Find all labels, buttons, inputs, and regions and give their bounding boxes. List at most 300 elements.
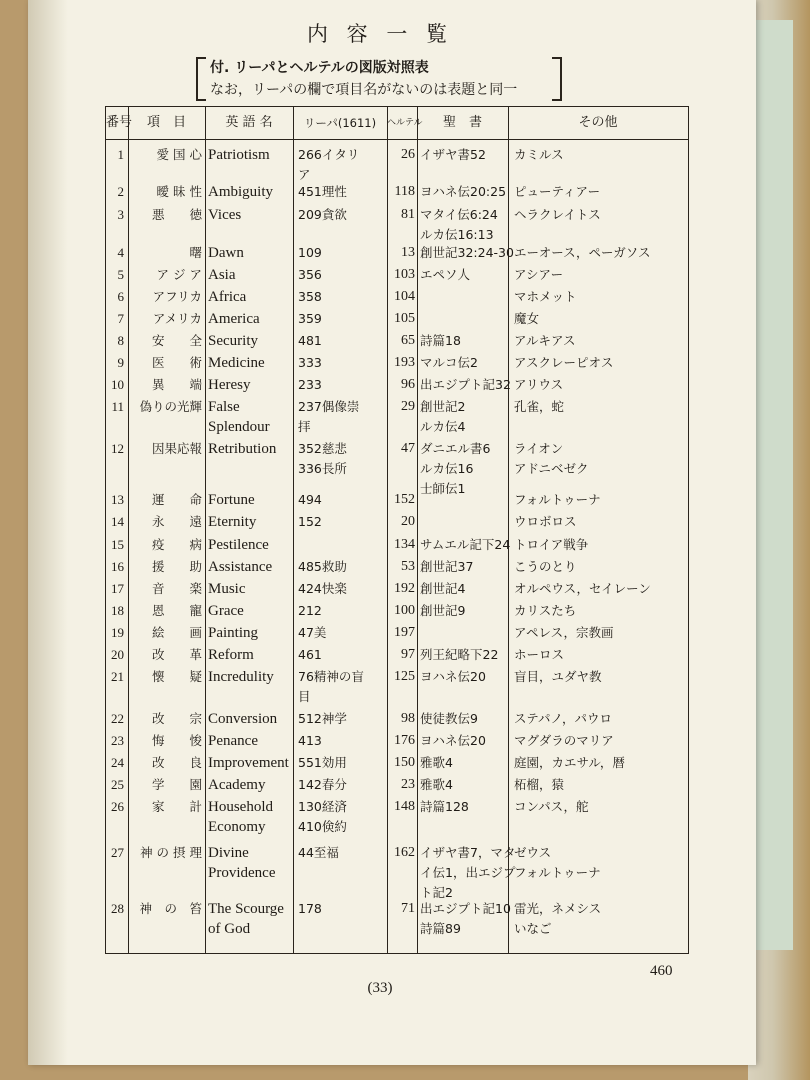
other-line: エーオース，ペーガソス bbox=[514, 245, 651, 260]
bible-line: ヨハネ伝20 bbox=[420, 669, 486, 684]
other-line: 孔雀，蛇 bbox=[514, 399, 565, 414]
row-bible bbox=[420, 557, 473, 577]
row-item: 絵 画 bbox=[151, 625, 202, 640]
bible-line: ト記2 bbox=[420, 885, 453, 900]
en-line: Incredulity bbox=[208, 669, 274, 685]
row-bible bbox=[420, 797, 469, 817]
row-number: 14 bbox=[111, 514, 124, 529]
row-ripa bbox=[298, 797, 347, 837]
row-hertel: 26 bbox=[401, 147, 415, 162]
row-ripa bbox=[298, 623, 326, 643]
en-line: Dawn bbox=[208, 245, 244, 261]
other-line: 柘榴，猿 bbox=[514, 777, 565, 792]
ripa-line: 109 bbox=[298, 245, 322, 260]
bible-line: ダニエル書6 bbox=[420, 441, 491, 456]
table-note bbox=[196, 57, 562, 99]
row-item: 改 宗 bbox=[151, 711, 202, 726]
row-ripa bbox=[298, 145, 359, 185]
row-english-name bbox=[208, 397, 270, 437]
row-hertel: 162 bbox=[394, 845, 415, 860]
row-english-name bbox=[208, 557, 272, 577]
en-line: Splendour bbox=[208, 419, 270, 435]
row-ripa bbox=[298, 843, 339, 863]
en-line: Security bbox=[208, 333, 258, 349]
column-divider bbox=[508, 107, 509, 953]
row-english-name bbox=[208, 265, 236, 285]
other-line: カリスたち bbox=[514, 603, 577, 618]
other-line: アリウス bbox=[514, 377, 564, 392]
row-bible bbox=[420, 375, 511, 395]
row-other bbox=[514, 265, 563, 285]
row-item: 異 端 bbox=[151, 377, 202, 392]
note-heading: 付. リーパとヘルテルの図版対照表 bbox=[210, 60, 429, 76]
row-number: 21 bbox=[111, 669, 124, 684]
row-other bbox=[514, 775, 564, 795]
row-item: 神 の 摂 理 bbox=[140, 845, 202, 860]
row-ripa bbox=[298, 667, 364, 707]
ripa-line: 233 bbox=[298, 377, 322, 392]
ripa-line: 76精神の盲 bbox=[298, 669, 364, 684]
row-english-name bbox=[208, 243, 244, 263]
row-hertel: 134 bbox=[394, 537, 415, 552]
row-hertel: 148 bbox=[394, 799, 415, 814]
row-number: 11 bbox=[111, 399, 124, 414]
ripa-line: 目 bbox=[298, 689, 311, 704]
row-item: 永 遠 bbox=[151, 514, 202, 529]
row-number: 4 bbox=[117, 245, 124, 260]
row-ripa bbox=[298, 375, 322, 395]
row-other bbox=[514, 205, 601, 225]
en-line: Music bbox=[208, 581, 246, 597]
row-other bbox=[514, 182, 600, 202]
row-item: アメリカ bbox=[152, 311, 202, 326]
row-item: 疫 病 bbox=[151, 537, 202, 552]
bible-line: 雅歌4 bbox=[420, 777, 453, 792]
en-line: Divine bbox=[208, 845, 249, 861]
row-english-name bbox=[208, 667, 274, 687]
row-bible bbox=[420, 331, 461, 351]
row-other bbox=[514, 439, 589, 479]
other-line: アドニベゼク bbox=[514, 461, 589, 476]
bible-line: マタイ伝6:24 bbox=[420, 207, 498, 222]
header-ripa: リーパ(1611) bbox=[303, 116, 377, 130]
other-line: オルペウス，セイレーン bbox=[514, 581, 651, 596]
row-bible bbox=[420, 645, 498, 665]
row-hertel: 125 bbox=[394, 669, 415, 684]
bible-line: 士師伝1 bbox=[420, 481, 466, 496]
bible-line: ルカ伝16 bbox=[420, 461, 474, 476]
bible-line: ヨハネ伝20:25 bbox=[420, 184, 507, 199]
row-number: 15 bbox=[111, 537, 124, 552]
en-line: of God bbox=[208, 921, 251, 937]
row-hertel: 65 bbox=[401, 333, 415, 348]
other-line: フォルトゥーナ bbox=[514, 865, 601, 880]
row-english-name bbox=[208, 439, 276, 459]
row-english-name bbox=[208, 645, 254, 665]
row-bible bbox=[420, 265, 470, 285]
bible-line: イザヤ書7，マタ bbox=[420, 845, 516, 860]
row-other bbox=[514, 243, 651, 263]
row-hertel: 23 bbox=[401, 777, 415, 792]
ripa-line: ア bbox=[298, 167, 311, 182]
ripa-line: 333 bbox=[298, 355, 322, 370]
row-hertel: 193 bbox=[394, 355, 415, 370]
row-number: 16 bbox=[111, 559, 124, 574]
row-ripa bbox=[298, 353, 322, 373]
ripa-line: 178 bbox=[298, 901, 322, 916]
other-line: 庭園，カエサル，暦 bbox=[514, 755, 625, 770]
note-right-bracket bbox=[552, 57, 562, 101]
row-hertel: 197 bbox=[394, 625, 415, 640]
row-item: 家 計 bbox=[151, 799, 202, 814]
ripa-line: 410倹約 bbox=[298, 819, 347, 834]
row-item: アフリカ bbox=[152, 289, 202, 304]
ripa-line: 494 bbox=[298, 492, 322, 507]
en-line: Assistance bbox=[208, 559, 273, 575]
row-number: 8 bbox=[117, 333, 124, 348]
en-line: Asia bbox=[208, 267, 236, 283]
en-line: Household bbox=[208, 799, 273, 815]
en-line: Conversion bbox=[208, 711, 278, 727]
row-english-name bbox=[208, 899, 284, 939]
ripa-line: 212 bbox=[298, 603, 322, 618]
row-ripa bbox=[298, 490, 322, 510]
bible-line: 出エジプト記10 bbox=[420, 901, 511, 916]
row-item: 悪 徳 bbox=[151, 207, 202, 222]
ripa-line: 152 bbox=[298, 514, 322, 529]
row-ripa bbox=[298, 899, 322, 919]
row-ripa bbox=[298, 512, 322, 532]
en-line: Painting bbox=[208, 625, 259, 641]
row-number: 25 bbox=[111, 777, 124, 792]
bible-line: 詩篇18 bbox=[420, 333, 461, 348]
row-bible bbox=[420, 353, 478, 373]
en-line: Patriotism bbox=[208, 147, 270, 163]
bible-line: 出エジプト記32 bbox=[420, 377, 511, 392]
ripa-line: 481 bbox=[298, 333, 322, 348]
row-item: 神 の 笞 bbox=[139, 901, 202, 916]
row-number: 5 bbox=[117, 267, 124, 282]
row-bible bbox=[420, 843, 515, 903]
ripa-line: 512神学 bbox=[298, 711, 347, 726]
other-line: フォルトゥーナ bbox=[514, 492, 601, 507]
other-line: アルキアス bbox=[514, 333, 576, 348]
ripa-line: 44至福 bbox=[298, 845, 339, 860]
row-english-name bbox=[208, 375, 250, 395]
en-line: Reform bbox=[208, 647, 254, 663]
en-line: Fortune bbox=[208, 492, 255, 508]
ripa-line: 拝 bbox=[298, 419, 311, 434]
other-line: コンパス，舵 bbox=[514, 799, 589, 814]
ripa-line: 266イタリ bbox=[298, 147, 360, 162]
bible-line: ルカ伝4 bbox=[420, 419, 466, 434]
row-hertel: 20 bbox=[401, 514, 415, 529]
bible-line: ルカ伝16:13 bbox=[420, 227, 494, 242]
row-other bbox=[514, 375, 563, 395]
row-other bbox=[514, 797, 589, 817]
row-ripa bbox=[298, 265, 322, 285]
row-other bbox=[514, 490, 601, 510]
bible-line: 列王紀略下22 bbox=[420, 647, 499, 662]
row-other bbox=[514, 753, 625, 773]
row-english-name bbox=[208, 331, 258, 351]
row-bible bbox=[420, 753, 453, 773]
row-english-name bbox=[208, 512, 256, 532]
row-english-name bbox=[208, 579, 246, 599]
row-hertel: 81 bbox=[401, 207, 415, 222]
row-hertel: 13 bbox=[401, 245, 415, 260]
row-number: 7 bbox=[117, 311, 124, 326]
row-item: ア ジ ア bbox=[156, 267, 202, 282]
row-hertel: 97 bbox=[401, 647, 415, 662]
row-bible bbox=[420, 579, 465, 599]
row-item: 援 助 bbox=[151, 559, 202, 574]
en-line: The Scourge bbox=[208, 901, 284, 917]
row-hertel: 29 bbox=[401, 399, 415, 414]
row-english-name bbox=[208, 709, 277, 729]
column-divider bbox=[417, 107, 418, 953]
other-line: 魔女 bbox=[514, 311, 540, 326]
row-other bbox=[514, 353, 613, 373]
bible-line: エペソ人 bbox=[420, 267, 471, 282]
row-number: 26 bbox=[111, 799, 124, 814]
row-other bbox=[514, 645, 564, 665]
other-line: ヘラクレイトス bbox=[514, 207, 601, 222]
row-item: 音 楽 bbox=[151, 581, 202, 596]
en-line: Africa bbox=[208, 289, 247, 305]
row-ripa bbox=[298, 243, 322, 263]
row-item: 運 命 bbox=[151, 492, 202, 507]
row-ripa bbox=[298, 557, 347, 577]
row-number: 27 bbox=[111, 845, 124, 860]
row-hertel: 104 bbox=[394, 289, 415, 304]
row-ripa bbox=[298, 709, 347, 729]
en-line: Academy bbox=[208, 777, 266, 793]
header-bible: 聖 書 bbox=[442, 115, 482, 130]
ripa-line: 358 bbox=[298, 289, 322, 304]
en-line: Providence bbox=[208, 865, 276, 881]
row-ripa bbox=[298, 182, 347, 202]
row-hertel: 100 bbox=[394, 603, 415, 618]
row-number: 28 bbox=[111, 901, 124, 916]
row-ripa bbox=[298, 287, 322, 307]
bible-line: 創世記2 bbox=[420, 399, 466, 414]
other-line: アスクレーピオス bbox=[514, 355, 614, 370]
other-line: ゼウス bbox=[514, 845, 552, 860]
row-item: 改 革 bbox=[151, 647, 202, 662]
bible-line: 詩篇89 bbox=[420, 921, 461, 936]
row-ripa bbox=[298, 331, 322, 351]
row-other bbox=[514, 309, 539, 329]
note-left-bracket bbox=[196, 57, 206, 101]
row-other bbox=[514, 623, 614, 643]
row-bible bbox=[420, 775, 453, 795]
row-bible bbox=[420, 535, 510, 555]
row-hertel: 150 bbox=[394, 755, 415, 770]
row-item: 愛 国 心 bbox=[156, 147, 202, 162]
en-line: Eternity bbox=[208, 514, 257, 530]
row-number: 19 bbox=[111, 625, 124, 640]
ripa-line: 142春分 bbox=[298, 777, 347, 792]
other-line: ピューティアー bbox=[514, 184, 601, 199]
row-other bbox=[514, 145, 564, 165]
row-bible bbox=[420, 731, 486, 751]
row-number: 9 bbox=[117, 355, 124, 370]
row-ripa bbox=[298, 397, 359, 437]
bible-line: ヨハネ伝20 bbox=[420, 733, 486, 748]
other-line: ライオン bbox=[514, 441, 564, 456]
row-number: 1 bbox=[117, 147, 124, 162]
row-bible bbox=[420, 243, 514, 263]
ripa-line: 424快楽 bbox=[298, 581, 347, 596]
ripa-line: 209貪欲 bbox=[298, 207, 347, 222]
other-line: 雷光，ネメシス bbox=[514, 901, 602, 916]
en-line: America bbox=[208, 311, 260, 327]
row-ripa bbox=[298, 579, 347, 599]
row-other bbox=[514, 709, 612, 729]
row-hertel: 47 bbox=[401, 441, 415, 456]
row-english-name bbox=[208, 309, 260, 329]
ripa-line: 451理性 bbox=[298, 184, 347, 199]
en-line: Economy bbox=[208, 819, 266, 835]
en-line: Penance bbox=[208, 733, 258, 749]
other-line: トロイア戦争 bbox=[514, 537, 589, 552]
en-line: Medicine bbox=[208, 355, 265, 371]
column-divider bbox=[128, 107, 129, 953]
row-hertel: 192 bbox=[394, 581, 415, 596]
row-bible bbox=[420, 667, 486, 687]
row-other bbox=[514, 557, 577, 577]
other-line: こうのとり bbox=[514, 559, 577, 574]
bible-line: 創世記32:24-30 bbox=[420, 245, 514, 260]
bible-line: マルコ伝2 bbox=[420, 355, 478, 370]
row-number: 10 bbox=[111, 377, 124, 392]
page-title: 内 容 一 覧 bbox=[306, 22, 454, 46]
row-other bbox=[514, 397, 564, 417]
other-line: ホーロス bbox=[514, 647, 565, 662]
row-item: 学 園 bbox=[151, 777, 202, 792]
row-ripa bbox=[298, 205, 347, 225]
row-item: 恩 寵 bbox=[151, 603, 202, 618]
other-line: アペレス，宗教画 bbox=[514, 625, 614, 640]
row-item: 安 全 bbox=[151, 333, 202, 348]
note-text: なお，リーパの欄で項目名がないのは表題と同一 bbox=[210, 82, 518, 98]
bible-line: イザヤ書52 bbox=[420, 147, 486, 162]
row-english-name bbox=[208, 535, 269, 555]
row-bible bbox=[420, 397, 465, 437]
adjacent-book-cover bbox=[752, 20, 793, 950]
bible-line: 雅歌4 bbox=[420, 755, 453, 770]
row-english-name bbox=[208, 623, 258, 643]
row-other bbox=[514, 512, 577, 532]
row-other bbox=[514, 843, 601, 883]
row-hertel: 103 bbox=[394, 267, 415, 282]
row-number: 2 bbox=[117, 184, 124, 199]
row-english-name bbox=[208, 205, 241, 225]
ripa-line: 413 bbox=[298, 733, 322, 748]
header-no: 番号 bbox=[106, 115, 133, 130]
en-line: Ambiguity bbox=[208, 184, 274, 200]
row-bible bbox=[420, 899, 511, 939]
page-gutter-shadow bbox=[28, 0, 68, 1065]
column-divider bbox=[293, 107, 294, 953]
row-number: 6 bbox=[117, 289, 124, 304]
row-english-name bbox=[208, 182, 273, 202]
other-line: いなご bbox=[514, 921, 552, 936]
other-line: カミルス bbox=[514, 147, 564, 162]
row-number: 22 bbox=[111, 711, 124, 726]
row-ripa bbox=[298, 753, 347, 773]
header-item: 項 目 bbox=[146, 115, 186, 130]
en-line: Improvement bbox=[208, 755, 289, 771]
comparison-table bbox=[105, 106, 689, 954]
row-ripa bbox=[298, 775, 347, 795]
row-item: 曖 昧 性 bbox=[156, 184, 202, 199]
row-english-name bbox=[208, 753, 289, 773]
row-bible bbox=[420, 709, 478, 729]
row-ripa bbox=[298, 309, 322, 329]
row-hertel: 96 bbox=[401, 377, 415, 392]
other-line: ステパノ，パウロ bbox=[514, 711, 613, 726]
en-line: Heresy bbox=[208, 377, 251, 393]
row-item: 医 術 bbox=[151, 355, 202, 370]
row-number: 13 bbox=[111, 492, 124, 507]
row-number: 18 bbox=[111, 603, 124, 618]
row-english-name bbox=[208, 353, 265, 373]
en-line: False bbox=[208, 399, 240, 415]
ripa-line: 47美 bbox=[298, 625, 327, 640]
row-bible bbox=[420, 439, 490, 499]
header-other: その他 bbox=[578, 115, 618, 130]
row-ripa bbox=[298, 439, 347, 479]
row-english-name bbox=[208, 731, 258, 751]
row-english-name bbox=[208, 601, 244, 621]
row-item: 曙 bbox=[189, 245, 202, 260]
other-line: マグダラのマリア bbox=[514, 733, 614, 748]
row-english-name bbox=[208, 775, 265, 795]
row-other bbox=[514, 601, 576, 621]
en-line: Pestilence bbox=[208, 537, 269, 553]
row-item: 改 良 bbox=[151, 755, 202, 770]
row-hertel: 53 bbox=[401, 559, 415, 574]
row-other bbox=[514, 331, 576, 351]
row-english-name bbox=[208, 797, 273, 837]
row-english-name bbox=[208, 490, 255, 510]
bible-line: 詩篇128 bbox=[420, 799, 469, 814]
row-hertel: 71 bbox=[401, 901, 415, 916]
row-number: 12 bbox=[111, 441, 124, 456]
ripa-line: 461 bbox=[298, 647, 322, 662]
other-line: 盲目，ユダヤ教 bbox=[514, 669, 602, 684]
row-item: 偽りの光輝 bbox=[139, 399, 202, 414]
row-ripa bbox=[298, 601, 322, 621]
ripa-line: 551効用 bbox=[298, 755, 347, 770]
row-hertel: 152 bbox=[394, 492, 415, 507]
row-english-name bbox=[208, 843, 275, 883]
header-divider bbox=[106, 139, 688, 140]
row-english-name bbox=[208, 145, 270, 165]
footer-page-label: (33) bbox=[367, 980, 393, 996]
row-bible bbox=[420, 205, 498, 245]
column-divider bbox=[205, 107, 206, 953]
bible-line: 創世記9 bbox=[420, 603, 466, 618]
row-ripa bbox=[298, 645, 322, 665]
row-number: 23 bbox=[111, 733, 124, 748]
row-bible bbox=[420, 145, 486, 165]
row-other bbox=[514, 899, 601, 939]
en-line: Retribution bbox=[208, 441, 277, 457]
bible-line: イ伝1，出エジプ bbox=[420, 865, 516, 880]
